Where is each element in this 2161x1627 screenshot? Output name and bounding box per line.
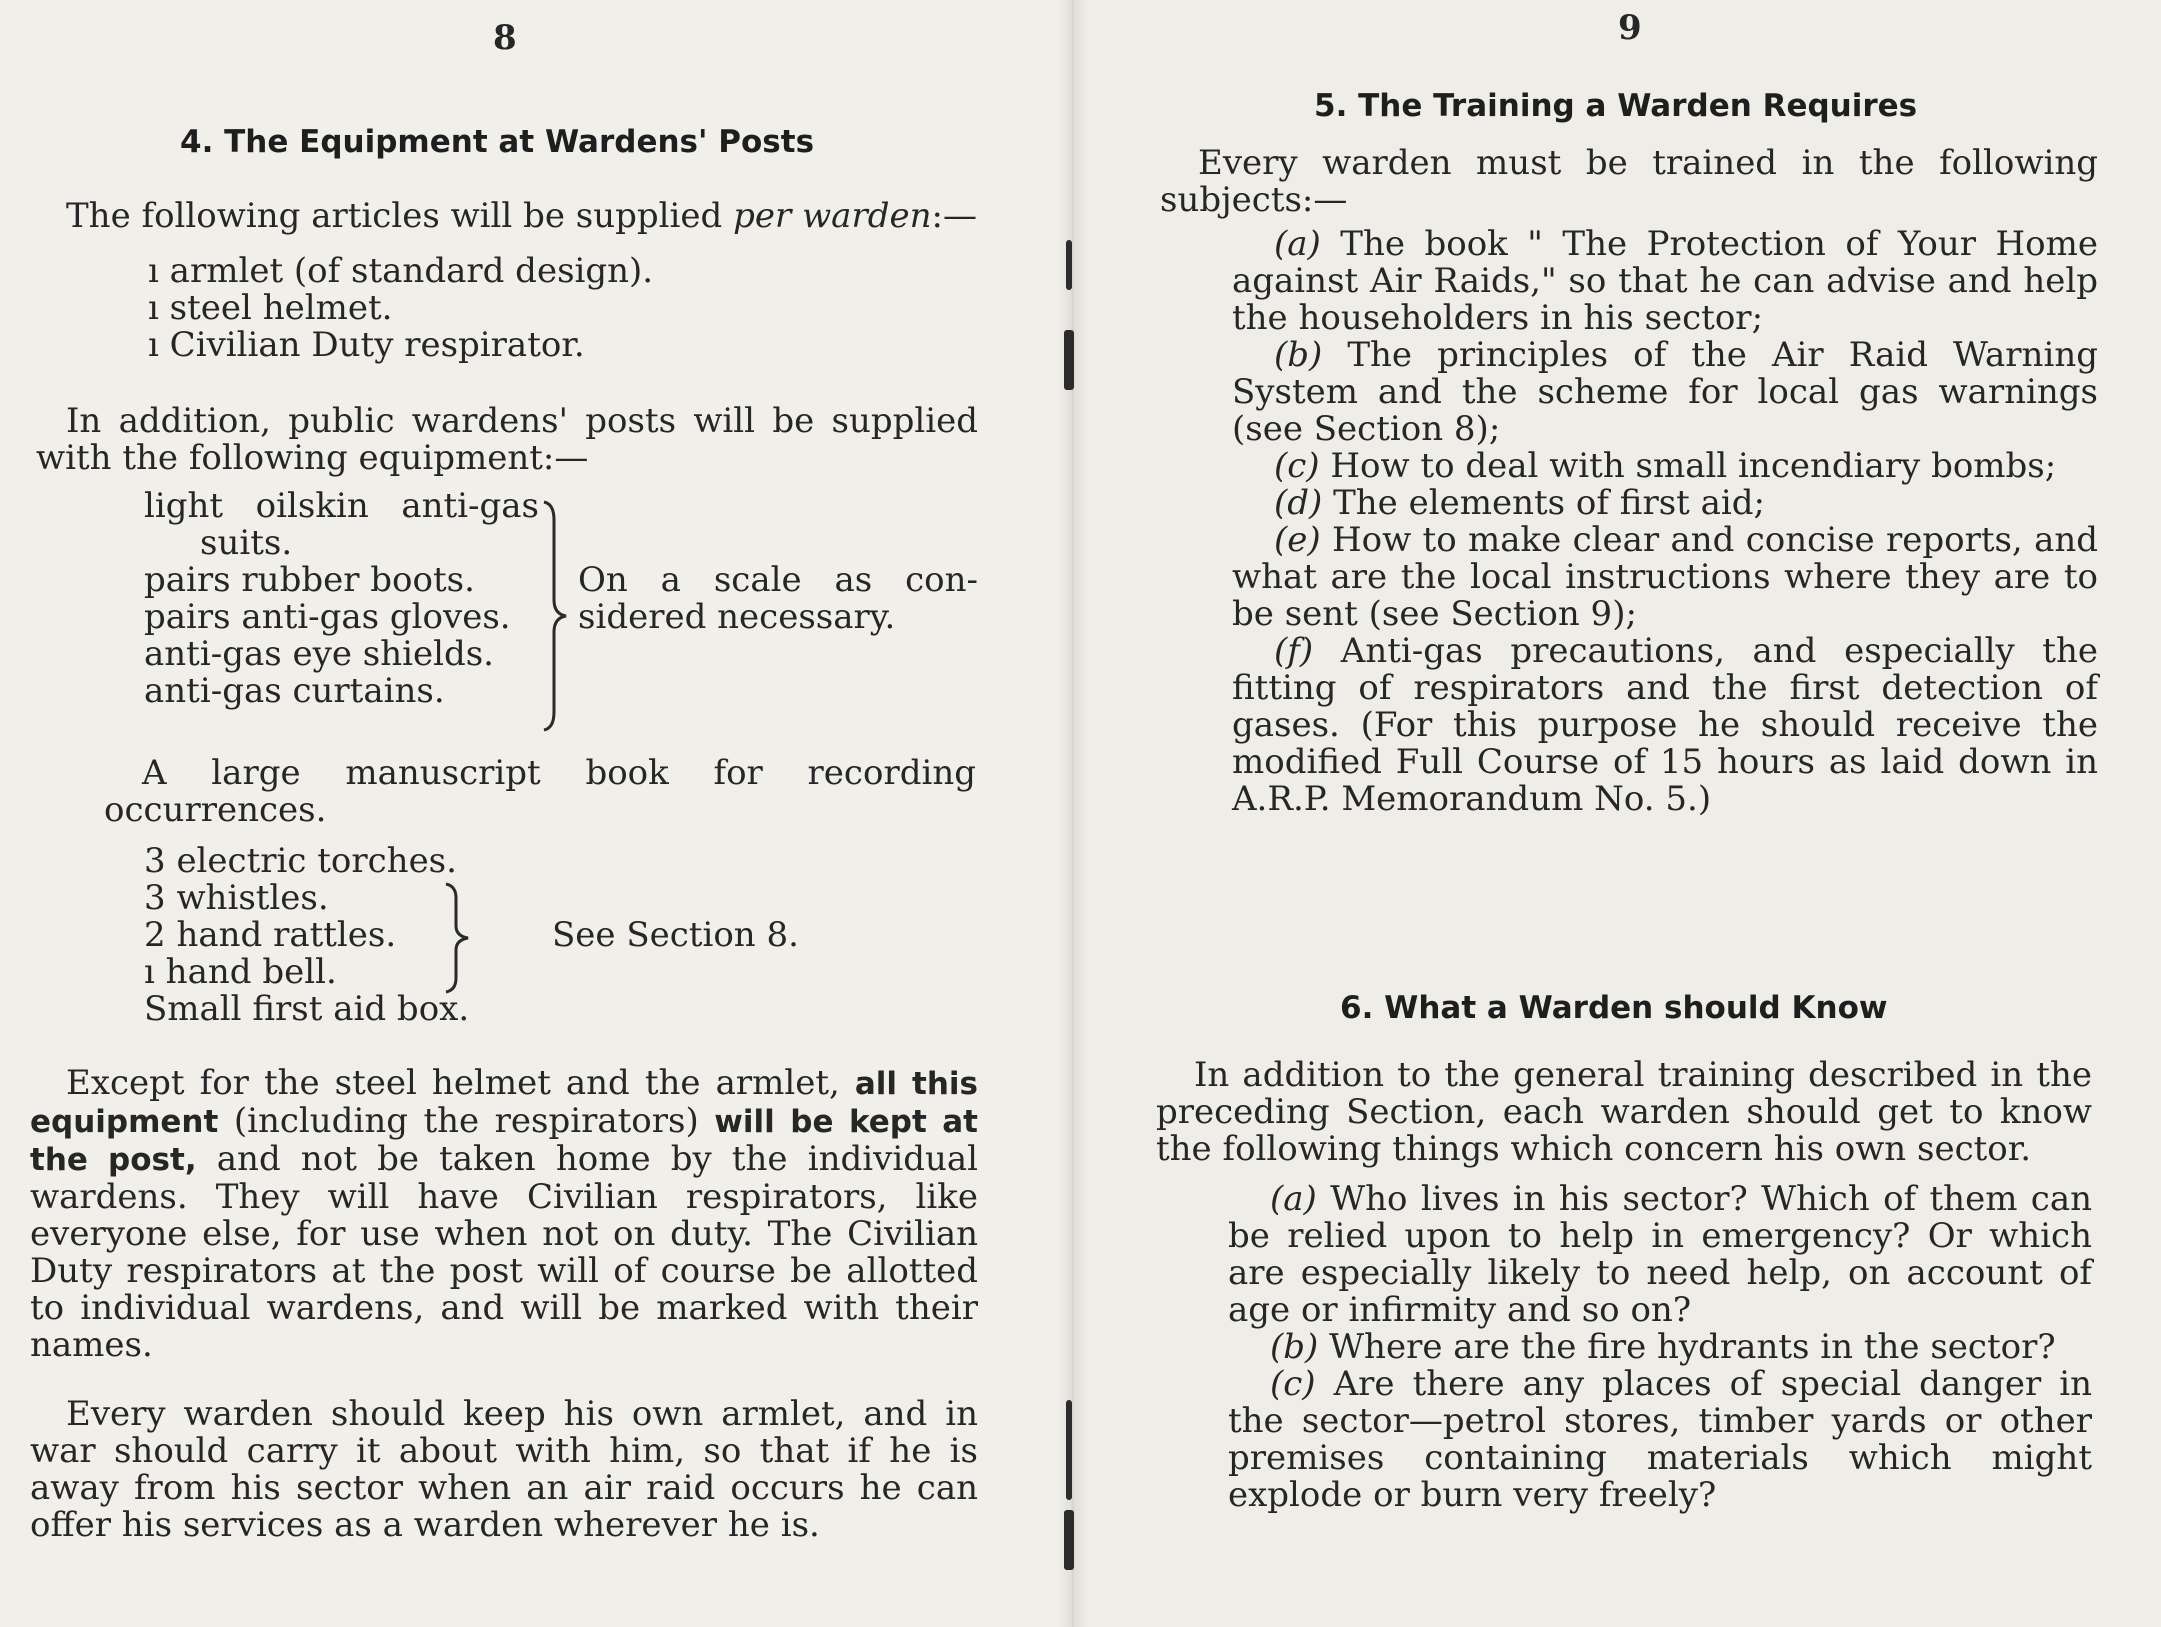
post-equipment-intro: In addition, public wardens' posts will be supplied with the following equipment:—	[36, 401, 978, 478]
post-item: pairs anti-gas gloves.	[144, 597, 511, 637]
know-item: (c) Are there any places of special danger in the sector—petrol stores, timber yards or other premises containing materials which might explode or burn very freely?	[1228, 1364, 2092, 1515]
staple-bottom	[1066, 1400, 1072, 1500]
per-warden-item: ı steel helmet.	[148, 288, 393, 328]
training-item: (a) The book " The Protection of Your Home against Air Raids," so that he can advise and help the householders in his sector;	[1232, 224, 2098, 338]
training-intro: Every warden must be trained in the following subjects:—	[1160, 143, 2098, 220]
section-6-heading: 6. What a Warden should Know	[1340, 990, 1888, 1026]
know-item: (b) Where are the fire hydrants in the sector?	[1270, 1327, 2056, 1367]
signal-item: 2 hand rattles.	[144, 915, 397, 955]
armlet-paragraph: Every warden should keep his own armlet, and in war should carry it about with him, so that if he is away from his sector when an air raid occurs he can offer his services as a warden wherever he is.	[30, 1394, 978, 1545]
post-item: anti-gas eye shields.	[144, 634, 494, 674]
page-number-left: 8	[493, 18, 517, 58]
signal-item: Small first aid box.	[144, 989, 470, 1029]
per-warden-intro: The following articles will be supplied per warden:—	[66, 196, 977, 236]
right-brace-icon	[440, 882, 474, 994]
right-brace-icon	[538, 500, 572, 732]
training-item: (b) The principles of the Air Raid Warning System and the scheme for local gas warnings (see Section 8);	[1232, 335, 2098, 449]
scale-note: sidered necessary.	[578, 597, 896, 637]
training-item: (c) How to deal with small incendiary bombs;	[1274, 446, 2057, 486]
signal-item: 3 electric torches.	[144, 841, 457, 881]
per-warden-item: ı Civilian Duty respirator.	[148, 325, 585, 365]
book-gutter	[1058, 0, 1088, 1627]
staple-top	[1066, 240, 1072, 290]
training-item: (f) Anti-gas precautions, and especially the fitting of respirators and the first detection of gases. (For this purpose he should receive the modified Full Course of 15 hours as laid down in A.R.P. Memorandum No. 5.)	[1232, 631, 2098, 819]
per-warden-item: ı armlet (of standard design).	[148, 251, 654, 291]
post-item: pairs rubber boots.	[144, 560, 475, 600]
post-item: light oilskin anti-gas	[144, 486, 539, 526]
know-intro: In addition to the general training described in the preceding Section, each warden should get to know the following things which concern his own sector.	[1156, 1055, 2092, 1169]
post-item: anti-gas curtains.	[144, 671, 445, 711]
know-item: (a) Who lives in his sector? Which of them can be relied upon to help in emergency? Or which are especially likely to need help, on account of age or infirmity and so on?	[1228, 1179, 2093, 1330]
scale-note: On a scale as con-	[578, 560, 978, 600]
signal-item: ı hand bell.	[144, 952, 337, 992]
manuscript-book-item: A large manuscript book for recording occurrences.	[104, 753, 976, 830]
training-item: (e) How to make clear and concise reports, and what are the local instructions where they are to be sent (see Section 9);	[1232, 520, 2099, 634]
training-list	[1232, 226, 2098, 818]
staple-bottom-head	[1064, 1510, 1074, 1570]
training-item: (d) The elements of first aid;	[1274, 483, 1765, 523]
post-item-continued: suits.	[200, 523, 293, 563]
section-5-heading: 5. The Training a Warden Requires	[1314, 88, 1918, 124]
page-number-right: 9	[1618, 8, 1642, 48]
know-list	[1228, 1181, 2092, 1514]
staple-top-head	[1064, 330, 1074, 390]
signal-item: 3 whistles.	[144, 878, 329, 918]
storage-paragraph: Except for the steel helmet and the armlet, all this equipment (including the respirators) will be kept at the post, and not be taken home by the individual wardens. They will have Civilian respirators, like everyone else, for use when not on duty. The Civilian Duty respirators at the post will of course be allotted to individual wardens, and will be marked with their names.	[30, 1063, 979, 1365]
see-section-note: See Section 8.	[552, 915, 799, 955]
section-4-heading: 4. The Equipment at Wardens' Posts	[180, 124, 815, 160]
